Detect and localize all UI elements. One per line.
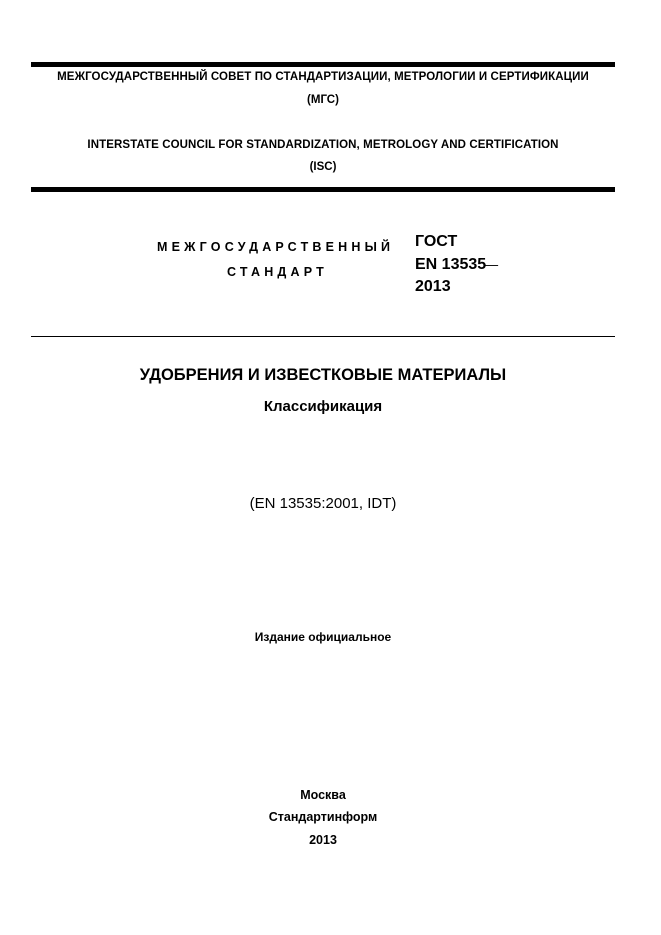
top-rule [31,62,615,67]
footer-city: Москва [300,788,346,802]
gost-number [415,256,498,274]
standard-type-line1: МЕЖГОСУДАРСТВЕННЫЙ [157,240,395,254]
header-bottom-rule [31,187,615,192]
gost-year: 2013 [415,278,451,295]
gost-label: ГОСТ [415,233,458,250]
standard-block-rule [31,336,615,337]
identity-note: (EN 13535:2001, IDT) [249,495,397,512]
council-name-en: INTERSTATE COUNCIL FOR STANDARDIZATION, METROLOGY AND CERTIFICATION [87,139,559,151]
edition-label: Издание официальное [254,630,392,644]
gost-dash: — [484,256,499,272]
footer-publisher: Стандартинформ [268,810,378,824]
standard-type-line2: СТАНДАРТ [227,265,328,279]
gost-number-text: EN 13535 [415,256,487,273]
council-abbr-en: (ISC) [309,161,337,173]
footer-year: 2013 [309,833,337,847]
council-abbr-ru: (МГС) [307,94,339,106]
document-subtitle: Классификация [263,398,383,415]
document-title: УДОБРЕНИЯ И ИЗВЕСТКОВЫЕ МАТЕРИАЛЫ [139,366,507,384]
council-name-ru: МЕЖГОСУДАРСТВЕННЫЙ СОВЕТ ПО СТАНДАРТИЗАЦИИ, МЕТРОЛОГИИ И СЕРТИФИКАЦИИ [57,71,589,83]
